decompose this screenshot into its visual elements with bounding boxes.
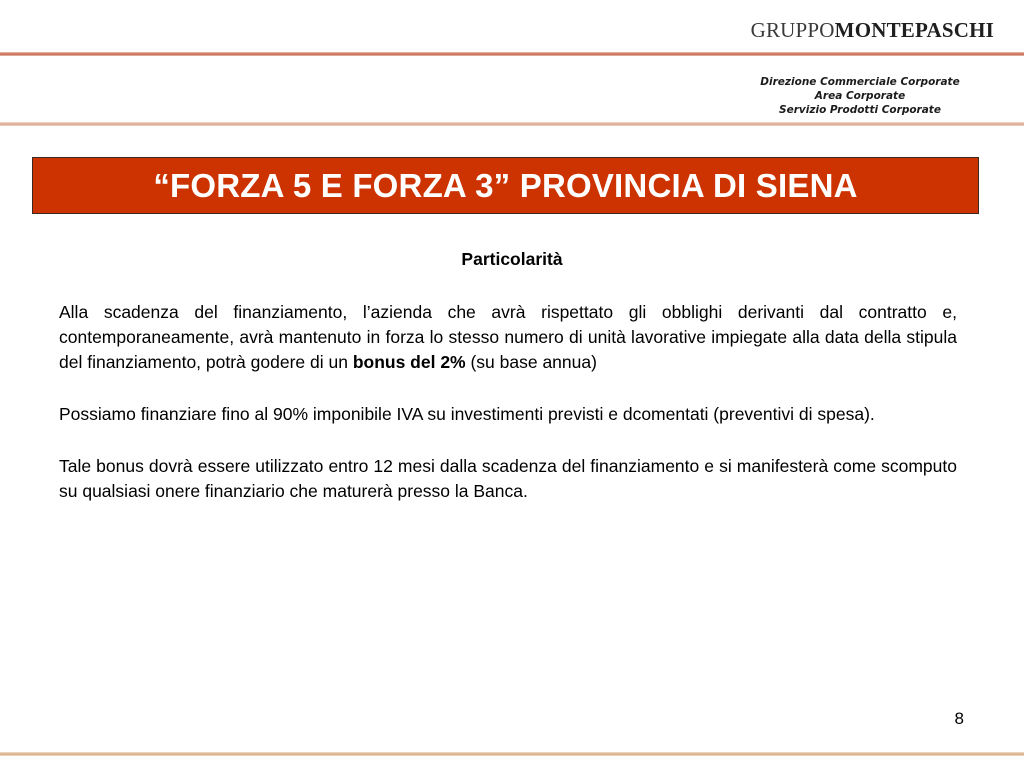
header-divider bbox=[0, 52, 1024, 56]
paragraph-usage: Tale bonus dovrà essere utilizzato entro 12 mesi dalla scadenza del finanziamento e si manifesterà come scomputo su qualsiasi onere finanziario che maturerà presso la Banca. bbox=[59, 456, 957, 501]
slide-title: “FORZA 5 E FORZA 3” PROVINCIA DI SIENA bbox=[153, 166, 858, 204]
section-heading: Particolarità bbox=[461, 249, 563, 269]
brand-logo bbox=[751, 18, 994, 43]
subheader-divider bbox=[0, 122, 1024, 126]
department-line: Area Corporate bbox=[814, 90, 906, 102]
paragraph-bonus bbox=[59, 300, 957, 375]
bonus-highlight: bonus del 2% bbox=[352, 352, 466, 372]
paragraph-financing: Possiamo finanziare fino al 90% imponibile IVA su investimenti previsti e dcomentati (preventivi di spesa). bbox=[59, 404, 875, 424]
department-block bbox=[740, 75, 980, 117]
body-content bbox=[59, 300, 957, 531]
slide-title-banner bbox=[32, 157, 979, 214]
footer-divider bbox=[0, 752, 1024, 756]
department-line: Direzione Commerciale Corporate bbox=[760, 76, 960, 88]
paragraph-tail: (su base annua) bbox=[465, 352, 597, 372]
brand-name: MONTEPASCHI bbox=[834, 18, 994, 42]
brand-prefix: GRUPPO bbox=[750, 18, 835, 42]
paragraph-text: Alla scadenza del finanziamento, l’azienda che avrà rispettato gli obblighi derivanti dal contratto e, contemporaneamente, avrà mantenuto in forza lo stesso numero di unità lavorative impiegate alla data della stipula del finanziamento, potrà godere di un bbox=[59, 302, 957, 372]
page-number: 8 bbox=[954, 709, 964, 728]
department-line: Servizio Prodotti Corporate bbox=[779, 104, 941, 116]
